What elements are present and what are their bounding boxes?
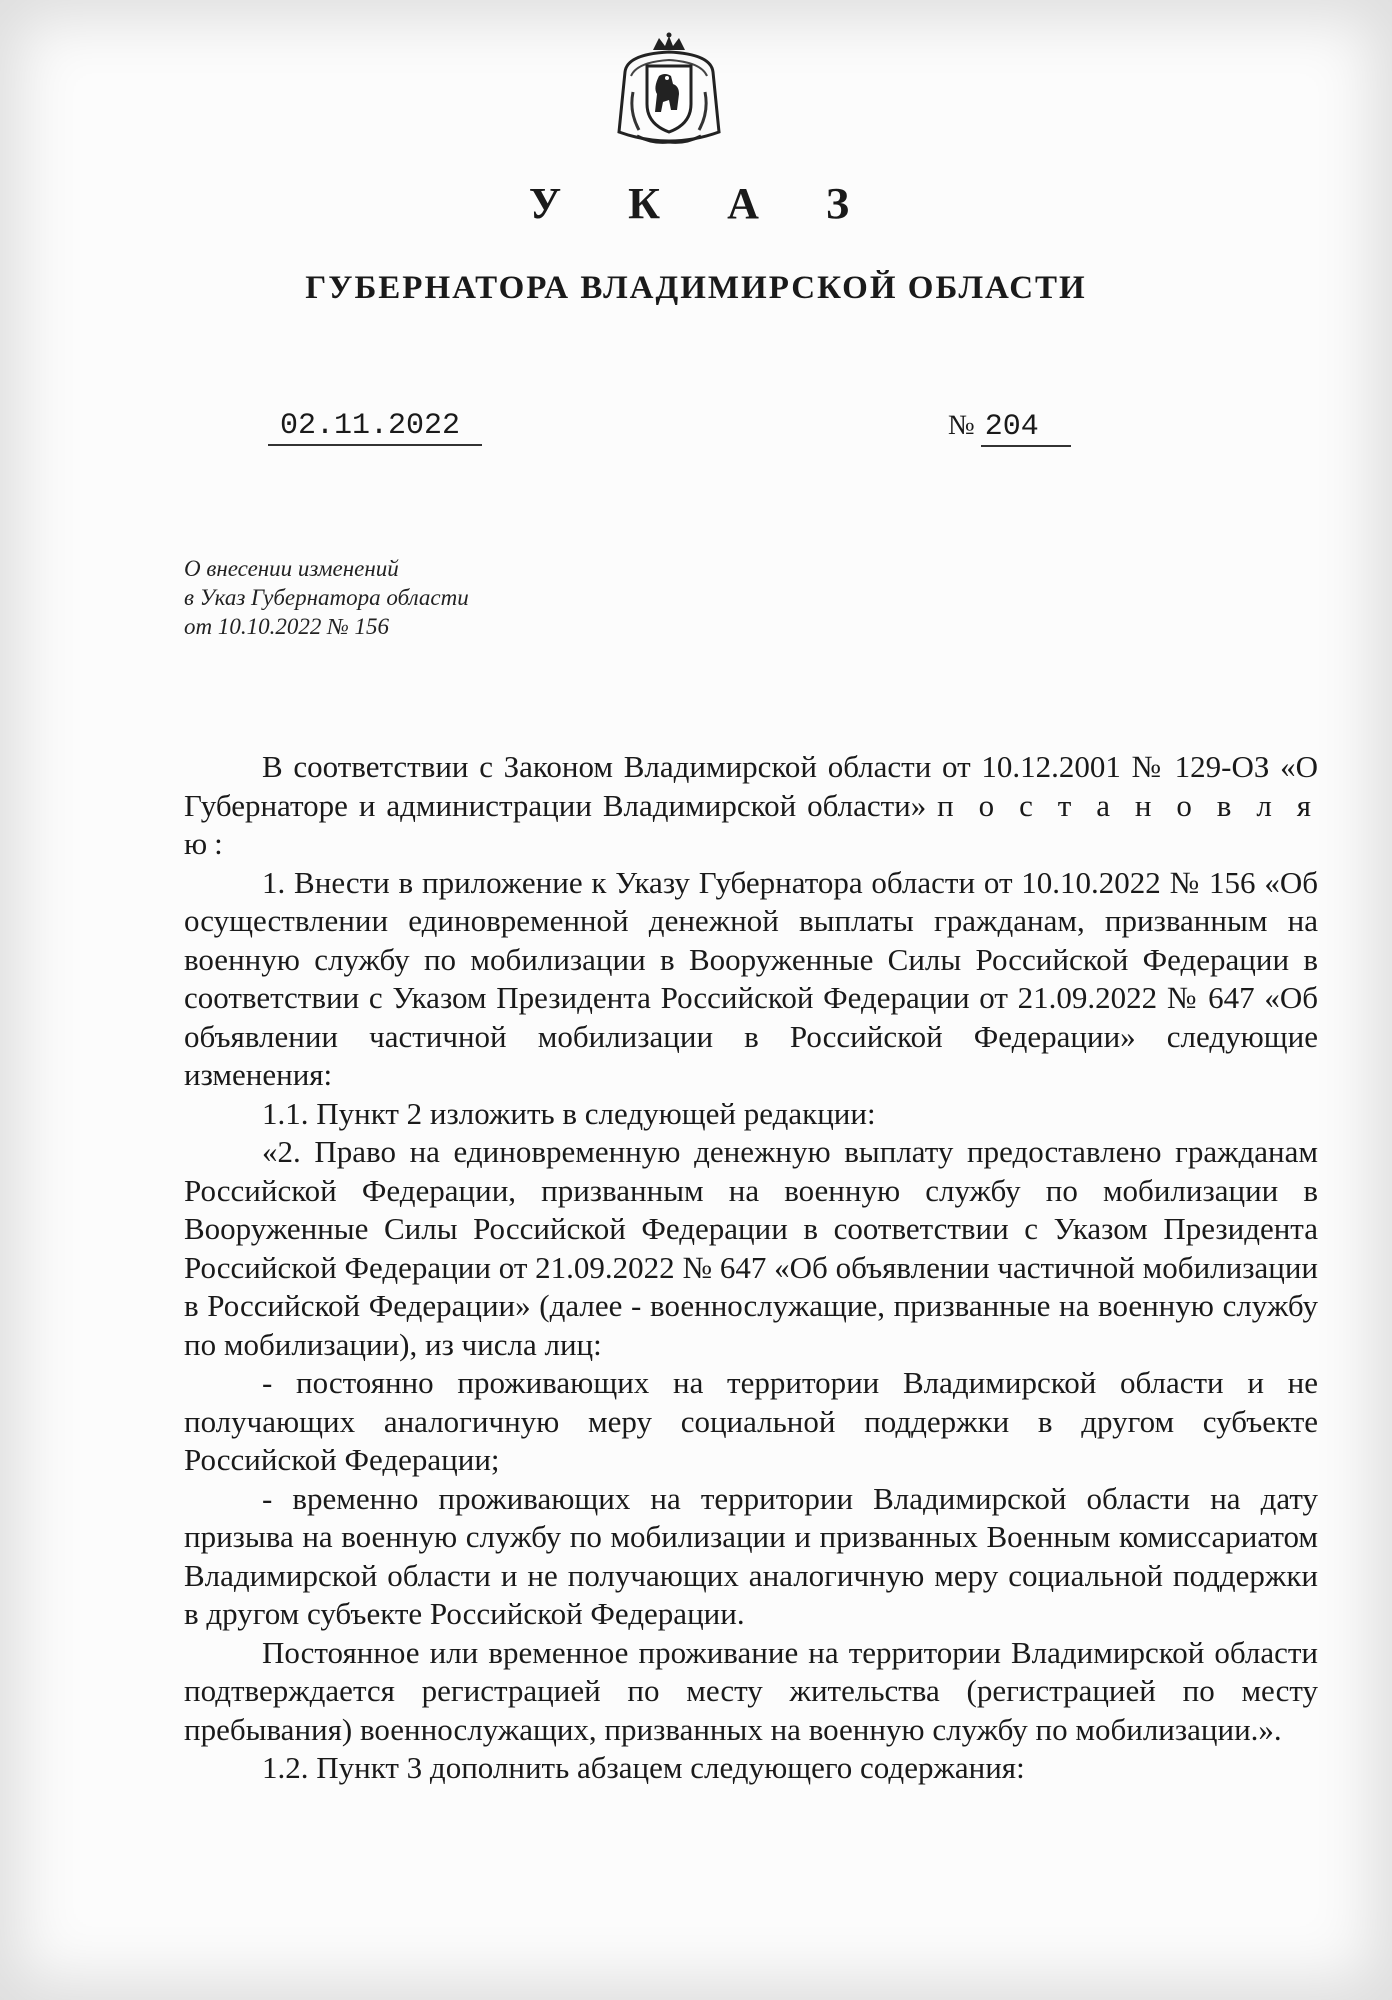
subject-line: от 10.10.2022 № 156 [184,614,390,639]
intro-paragraph [184,748,1318,864]
paragraph-2: «2. Право на единовременную денежную выплату предоставлено гражданам Российской Федерации, призванным на военную службу по мобилизации в Вооруженные Силы Российской Федерации в соответствии с Указом Президента Российской Федерации от 21.09.2022 № 647 «Об объявлении частичной мобилизации в Российской Федерации» (далее - военнослужащие, призванные на военную службу по мобилизации), из числа лиц: [184,1134,1318,1362]
decree-date: 02.11.2022 [268,408,482,446]
dash-item-1: - постоянно проживающих на территории Владимирской области и не получающих аналогичную меру социальной поддержки в другом субъекте Российской Федерации; [184,1365,1318,1477]
decree-number: 204 [981,409,1071,447]
decree-title: У К А З [528,179,878,228]
paragraph-3: Постоянное или временное проживание на территории Владимирской области подтверждается регистрацией по месту жительства (регистрацией по месту пребывания) военнослужащих, призванных на военную службу по мобилизации.». [184,1634,1318,1747]
paragraph-1-2: 1.2. Пункт 3 дополнить абзацем следующего содержания: [262,1750,1025,1785]
paragraph-1-1: 1.1. Пункт 2 изложить в следующей редакции: [262,1095,876,1131]
subject-line: в Указ Губернатора области [184,585,469,610]
decree-number-block [948,408,1071,447]
vladimir-region-coat-of-arms-icon [607,32,731,152]
decree-issuer: ГУБЕРНАТОРА ВЛАДИМИРСКОЙ ОБЛАСТИ [305,270,1087,306]
decree-body [184,748,1318,1788]
paragraph-1: 1. Внести в приложение к Указу Губернатора области от 10.10.2022 № 156 «Об осуществлении единовременной денежной выплаты гражданам, призванным на военную службу по мобилизации в Вооруженные Силы Российской Федерации в соответствии с Указом Президента Российской Федерации от 21.09.2022 № 647 «Об объявлении частичной мобилизации в Российской Федерации» следующие изменения: [184,864,1318,1092]
dash-item-2: - временно проживающих на территории Владимирской области на дату призыва на военную службу по мобилизации и призванных Военным комиссариатом Владимирской области и не получающих аналогичную меру социальной поддержки в другом субъекте Российской Федерации. [184,1480,1318,1631]
resolve-word: п о с т а н о в л я ю: [184,787,1319,861]
number-sign: № [948,410,975,441]
decree-subject [184,554,469,641]
intro-text: В соответствии с Законом Владимирской области от 10.12.2001 № 129-ОЗ «О Губернаторе и администрации Владимирской области» [184,749,1318,823]
subject-line: О внесении изменений [184,556,399,581]
